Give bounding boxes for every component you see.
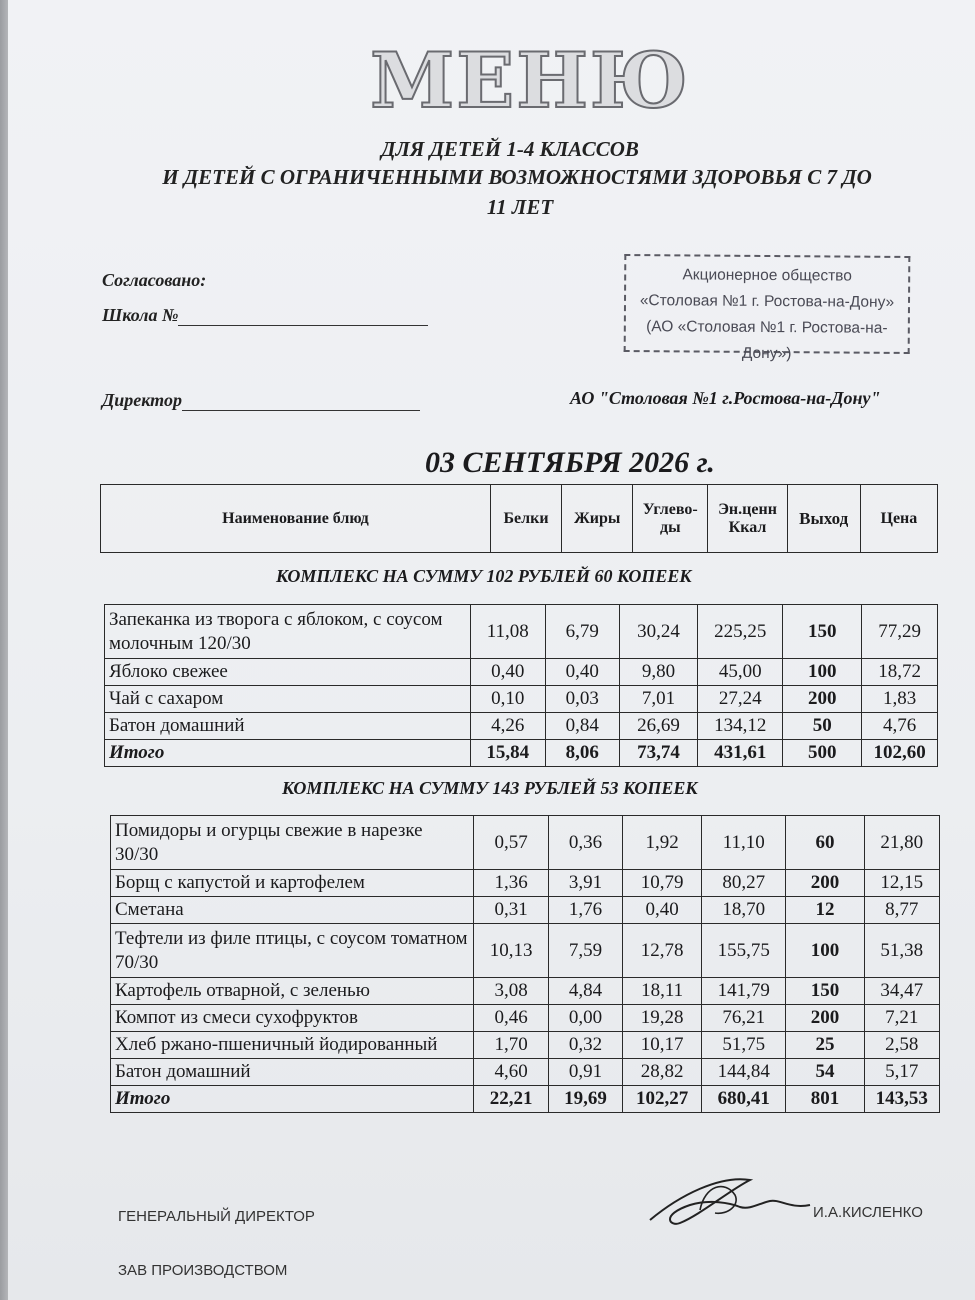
signature-image xyxy=(640,1165,820,1235)
total-price: 143,53 xyxy=(864,1086,939,1113)
production-label: ЗАВ ПРОИЗВОДСТВОМ xyxy=(118,1262,288,1279)
cell-u: 7,01 xyxy=(619,686,698,713)
cell-zh: 0,84 xyxy=(545,713,619,740)
cell-e: 27,24 xyxy=(698,686,783,713)
cell-b: 10,13 xyxy=(474,924,548,978)
cell-zh: 3,91 xyxy=(548,870,622,897)
cell-zh: 7,59 xyxy=(548,924,622,978)
cell-out: 12 xyxy=(786,897,864,924)
dish-name: Батон домашний xyxy=(111,1059,474,1086)
cell-e: 141,79 xyxy=(702,978,786,1005)
cell-out: 200 xyxy=(783,686,862,713)
cell-price: 2,58 xyxy=(864,1032,939,1059)
cell-out: 150 xyxy=(783,605,862,659)
cell-u: 9,80 xyxy=(619,659,698,686)
cell-zh: 0,36 xyxy=(548,816,622,870)
cell-price: 34,47 xyxy=(864,978,939,1005)
dish-name: Картофель отварной, с зеленью xyxy=(111,978,474,1005)
table-row xyxy=(111,870,940,897)
gen-director-label: ГЕНЕРАЛЬНЫЙ ДИРЕКТОР xyxy=(118,1208,315,1225)
total-u: 73,74 xyxy=(619,740,698,767)
cell-e: 51,75 xyxy=(702,1032,786,1059)
table-row xyxy=(111,897,940,924)
total-e: 431,61 xyxy=(698,740,783,767)
signer-name: И.А.КИСЛЕНКО xyxy=(813,1204,923,1221)
agreed-label: Согласовано: xyxy=(102,270,207,290)
cell-b: 0,10 xyxy=(470,686,545,713)
total-out: 801 xyxy=(786,1086,864,1113)
cell-e: 45,00 xyxy=(698,659,783,686)
cell-u: 19,28 xyxy=(623,1005,702,1032)
director-blank xyxy=(182,392,420,411)
header-energy: Эн.ценн Ккал xyxy=(708,485,787,553)
cell-b: 1,70 xyxy=(474,1032,548,1059)
total-row xyxy=(105,740,938,767)
cell-e: 76,21 xyxy=(702,1005,786,1032)
dish-name: Борщ с капустой и картофелем xyxy=(111,870,474,897)
cell-out: 54 xyxy=(786,1059,864,1086)
cell-b: 11,08 xyxy=(470,605,545,659)
cell-price: 77,29 xyxy=(862,605,938,659)
dish-name: Тефтели из филе птицы, с соусом томатном 70/30 xyxy=(111,924,474,978)
cell-out: 200 xyxy=(786,870,864,897)
cell-zh: 6,79 xyxy=(545,605,619,659)
menu-date: 03 СЕНТЯБРЯ 2026 г. xyxy=(425,446,715,479)
table-row xyxy=(105,659,938,686)
cell-e: 225,25 xyxy=(698,605,783,659)
table-row xyxy=(111,1059,940,1086)
column-header-table xyxy=(100,484,938,553)
dish-name: Хлеб ржано-пшеничный йодированный xyxy=(111,1032,474,1059)
total-zh: 8,06 xyxy=(545,740,619,767)
organization-name: АО "Столовая №1 г.Ростова-на-Дону" xyxy=(570,388,881,408)
cell-u: 30,24 xyxy=(619,605,698,659)
cell-zh: 0,03 xyxy=(545,686,619,713)
dish-name: Компот из смеси сухофруктов xyxy=(111,1005,474,1032)
cell-b: 4,60 xyxy=(474,1059,548,1086)
cell-b: 0,40 xyxy=(470,659,545,686)
cell-zh: 0,00 xyxy=(548,1005,622,1032)
total-label: Итого xyxy=(105,740,471,767)
cell-u: 28,82 xyxy=(623,1059,702,1086)
table-row xyxy=(105,605,938,659)
cell-price: 5,17 xyxy=(864,1059,939,1086)
cell-out: 100 xyxy=(786,924,864,978)
header-protein: Белки xyxy=(490,485,561,553)
table-row xyxy=(111,1032,940,1059)
header-price: Цена xyxy=(860,485,937,553)
cell-price: 51,38 xyxy=(864,924,939,978)
total-e: 680,41 xyxy=(702,1086,786,1113)
company-stamp xyxy=(624,254,911,363)
table-row xyxy=(111,924,940,978)
cell-price: 7,21 xyxy=(864,1005,939,1032)
dish-name: Чай с сахаром xyxy=(105,686,471,713)
cell-out: 100 xyxy=(783,659,862,686)
cell-price: 4,76 xyxy=(862,713,938,740)
total-u: 102,27 xyxy=(623,1086,702,1113)
header-output: Выход xyxy=(787,485,860,553)
dish-name: Батон домашний xyxy=(105,713,471,740)
cell-price: 12,15 xyxy=(864,870,939,897)
dish-name: Яблоко свежее xyxy=(105,659,471,686)
table-row xyxy=(111,816,940,870)
cell-price: 21,80 xyxy=(864,816,939,870)
cell-b: 0,57 xyxy=(474,816,548,870)
cell-zh: 0,91 xyxy=(548,1059,622,1086)
cell-u: 1,92 xyxy=(623,816,702,870)
director-label: Директор xyxy=(102,390,182,410)
school-field xyxy=(102,305,428,326)
cell-zh: 1,76 xyxy=(548,897,622,924)
cell-b: 0,46 xyxy=(474,1005,548,1032)
cell-b: 3,08 xyxy=(474,978,548,1005)
header-name: Наименование блюд xyxy=(101,485,491,553)
section1-table xyxy=(104,604,938,767)
cell-price: 18,72 xyxy=(862,659,938,686)
cell-b: 4,26 xyxy=(470,713,545,740)
cell-e: 155,75 xyxy=(702,924,786,978)
cell-u: 10,79 xyxy=(623,870,702,897)
section1-title: КОМПЛЕКС НА СУММУ 102 РУБЛЕЙ 60 КОПЕЕК xyxy=(276,566,692,586)
stamp-line-3: (АО «Столовая №1 г. Ростова-на-Дону») xyxy=(646,318,888,363)
subtitle-line-2: И ДЕТЕЙ С ОГРАНИЧЕННЫМИ ВОЗМОЖНОСТЯМИ ЗДОРОВЬЯ С 7 ДО xyxy=(162,165,872,189)
cell-zh: 0,40 xyxy=(545,659,619,686)
subtitle-line-1: ДЛЯ ДЕТЕЙ 1-4 КЛАССОВ xyxy=(381,137,639,161)
cell-e: 134,12 xyxy=(698,713,783,740)
cell-out: 50 xyxy=(783,713,862,740)
subtitle-line-3: 11 ЛЕТ xyxy=(486,195,554,219)
cell-price: 1,83 xyxy=(862,686,938,713)
stamp-line-2: «Столовая №1 г. Ростова-на-Дону» xyxy=(639,292,895,311)
cell-e: 80,27 xyxy=(702,870,786,897)
cell-b: 0,31 xyxy=(474,897,548,924)
dish-name: Запеканка из творога с яблоком, с соусом молочным 120/30 xyxy=(105,605,471,659)
total-b: 22,21 xyxy=(474,1086,548,1113)
total-zh: 19,69 xyxy=(548,1086,622,1113)
cell-e: 18,70 xyxy=(702,897,786,924)
table-row xyxy=(105,686,938,713)
menu-title: МЕНЮ xyxy=(370,36,690,125)
cell-u: 18,11 xyxy=(623,978,702,1005)
director-field xyxy=(102,390,420,411)
cell-out: 25 xyxy=(786,1032,864,1059)
cell-price: 8,77 xyxy=(864,897,939,924)
cell-zh: 4,84 xyxy=(548,978,622,1005)
section2-table xyxy=(110,815,940,1113)
header-fat: Жиры xyxy=(562,485,633,553)
total-row xyxy=(111,1086,940,1113)
cell-out: 200 xyxy=(786,1005,864,1032)
cell-e: 144,84 xyxy=(702,1059,786,1086)
cell-zh: 0,32 xyxy=(548,1032,622,1059)
total-label: Итого xyxy=(111,1086,474,1113)
cell-e: 11,10 xyxy=(702,816,786,870)
school-blank xyxy=(178,307,428,326)
table-row xyxy=(111,1005,940,1032)
cell-u: 10,17 xyxy=(623,1032,702,1059)
stamp-line-1: Акционерное общество xyxy=(682,266,852,285)
total-price: 102,60 xyxy=(862,740,938,767)
cell-out: 60 xyxy=(786,816,864,870)
cell-b: 1,36 xyxy=(474,870,548,897)
table-row xyxy=(105,713,938,740)
cell-out: 150 xyxy=(786,978,864,1005)
cell-u: 12,78 xyxy=(623,924,702,978)
table-row xyxy=(111,978,940,1005)
dish-name: Сметана xyxy=(111,897,474,924)
cell-u: 26,69 xyxy=(619,713,698,740)
dish-name: Помидоры и огурцы свежие в нарезке 30/30 xyxy=(111,816,474,870)
school-label: Школа № xyxy=(102,305,179,325)
header-row xyxy=(101,485,938,553)
cell-u: 0,40 xyxy=(623,897,702,924)
total-b: 15,84 xyxy=(470,740,545,767)
header-carbs: Углево- ды xyxy=(633,485,708,553)
section2-title: КОМПЛЕКС НА СУММУ 143 РУБЛЕЙ 53 КОПЕЕК xyxy=(282,778,698,798)
total-out: 500 xyxy=(783,740,862,767)
